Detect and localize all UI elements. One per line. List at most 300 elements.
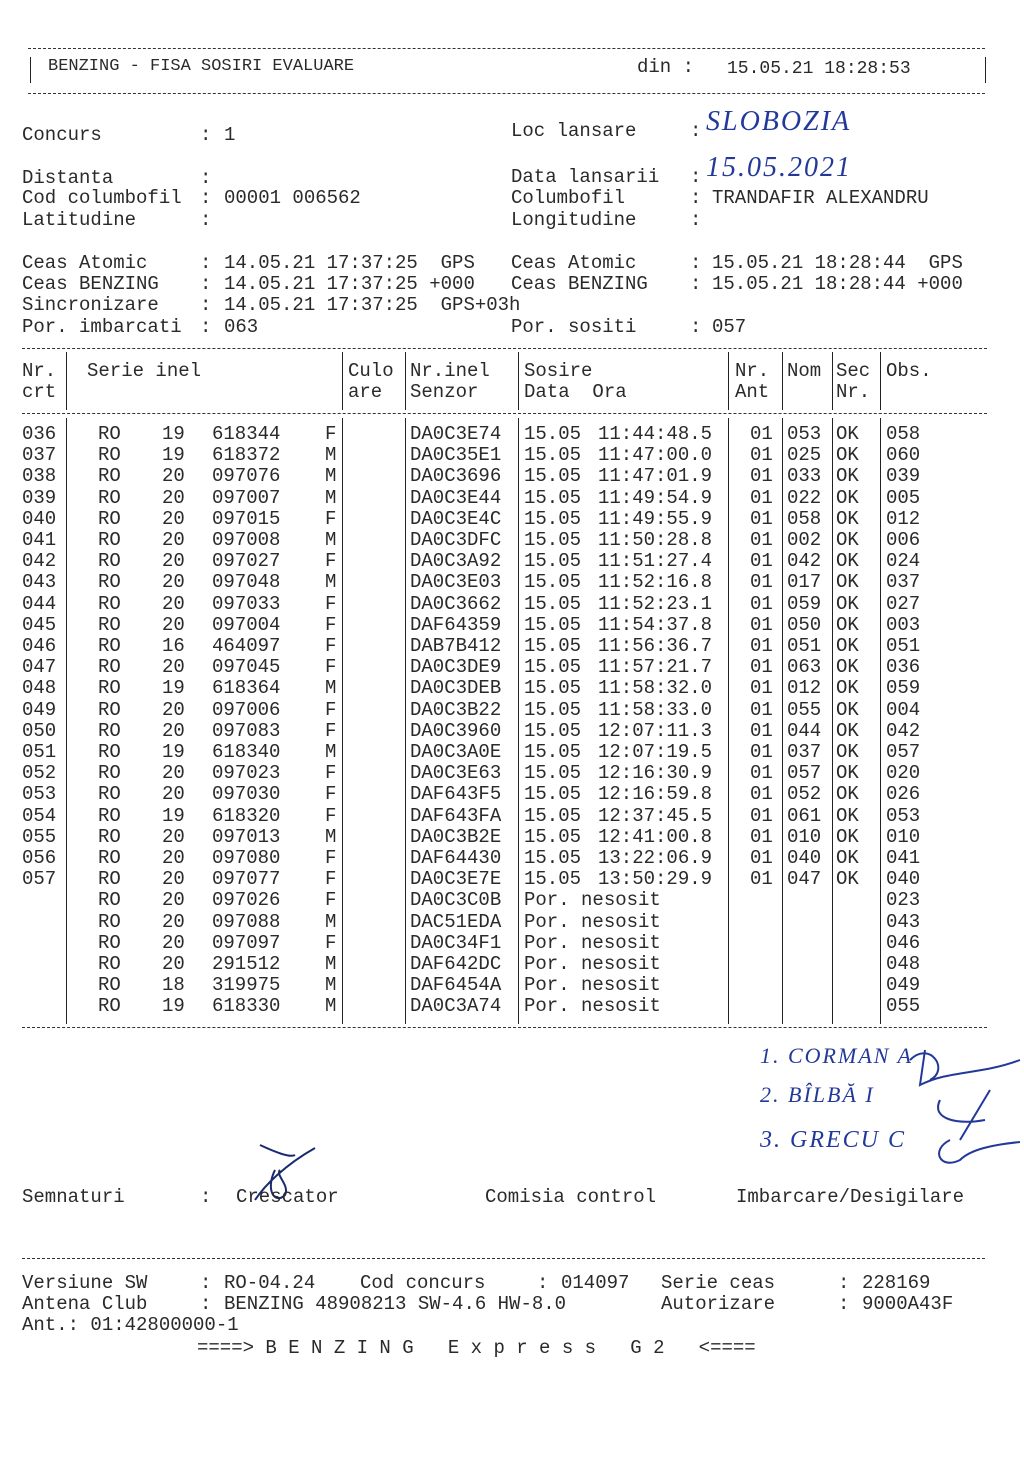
cell-obs: 058: [886, 423, 921, 445]
contest-code-value: 014097: [561, 1272, 630, 1294]
cell-sec: OK: [836, 592, 859, 615]
cell-year: 20: [162, 889, 185, 912]
cell-ring: 097007: [212, 486, 281, 509]
cell-senzor: DA0C3A0E: [410, 741, 502, 763]
cell-ant: 01: [750, 444, 773, 467]
cell-date: 15.05: [524, 444, 582, 467]
commission-signatures: [890, 1030, 1024, 1160]
cell-sex: F: [325, 550, 337, 573]
antenna-id: Ant.: 01:42800000-1: [22, 1314, 239, 1336]
cell-nom: 047: [787, 868, 822, 891]
cell-time: 11:54:37.8: [598, 613, 713, 636]
cell-date: 15.05: [524, 847, 582, 869]
cell-date: 15.05: [524, 592, 582, 615]
cell-country: RO: [98, 825, 121, 848]
info-value: 057: [712, 316, 747, 338]
cell-nr: 051: [22, 741, 57, 763]
cell-nr: 037: [22, 444, 57, 467]
cell-obs: 040: [886, 868, 921, 891]
cell-sec: OK: [836, 571, 859, 594]
column-header-sec: Nr.: [836, 381, 871, 403]
cell-ant: 01: [750, 741, 773, 763]
cell-country: RO: [98, 698, 121, 721]
cell-ant: 01: [750, 719, 773, 742]
info-value: 14.05.21 17:37:25 +000: [224, 273, 475, 295]
colon: :: [537, 1272, 549, 1294]
cell-country: RO: [98, 889, 121, 912]
cell-sec: OK: [836, 507, 859, 530]
cell-nr: 049: [22, 698, 57, 721]
cell-sex: F: [325, 613, 337, 636]
cell-nr: 043: [22, 571, 57, 594]
cell-year: 20: [162, 486, 185, 509]
colon: :: [838, 1293, 850, 1315]
cell-ring: 097076: [212, 465, 281, 488]
cell-country: RO: [98, 423, 121, 445]
cell-sex: F: [325, 423, 337, 445]
cell-senzor: DAC51EDA: [410, 910, 502, 933]
device-banner: ====> B E N Z I N G E x p r e s s G 2 <====: [197, 1337, 756, 1359]
colon: :: [690, 273, 702, 295]
cell-time: 11:52:16.8: [598, 571, 713, 594]
cell-year: 19: [162, 995, 185, 1018]
cell-time: 12:16:59.8: [598, 783, 713, 806]
cell-sex: F: [325, 719, 337, 742]
cell-ant: 01: [750, 423, 773, 445]
column-header-nr: crt: [22, 381, 57, 403]
header-right-border: [985, 57, 986, 83]
cell-nr: 042: [22, 550, 57, 573]
cell-senzor: DA0C3E7E: [410, 868, 502, 891]
cell-country: RO: [98, 868, 121, 891]
cell-senzor: DA0C3E4C: [410, 507, 502, 530]
cell-ring: 464097: [212, 635, 281, 657]
commission-member-1: 1. CORMAN A: [760, 1043, 913, 1068]
cell-time: 11:58:33.0: [598, 698, 713, 721]
info-value: 15.05.21 18:28:44 +000: [712, 273, 963, 295]
column-divider: [782, 418, 783, 1024]
cell-ring: 097097: [212, 931, 281, 954]
cell-senzor: DAF6454A: [410, 974, 502, 997]
column-divider: [880, 352, 881, 410]
cell-obs: 027: [886, 592, 921, 615]
cell-obs: 057: [886, 741, 921, 763]
cell-senzor: DA0C3A92: [410, 550, 502, 573]
cell-date: 15.05: [524, 868, 582, 891]
cell-country: RO: [98, 656, 121, 679]
table-divider: [22, 1027, 987, 1028]
cell-ant: 01: [750, 762, 773, 785]
signatures-colon: :: [200, 1186, 212, 1208]
cell-year: 20: [162, 613, 185, 636]
info-label: Loc lansare: [511, 120, 637, 142]
cell-nom: 025: [787, 444, 822, 467]
cell-obs: 046: [886, 931, 921, 954]
cell-ant: 01: [750, 529, 773, 551]
cell-ant: 01: [750, 592, 773, 615]
column-header-ant: Nr.: [735, 360, 770, 382]
cell-sec: OK: [836, 698, 859, 721]
cell-nom: 017: [787, 571, 822, 594]
cell-date: 15.05: [524, 656, 582, 679]
cell-date: 15.05: [524, 677, 582, 700]
cell-year: 20: [162, 465, 185, 488]
cell-sex: M: [325, 571, 337, 594]
cell-year: 20: [162, 953, 185, 975]
cell-country: RO: [98, 910, 121, 933]
cell-ant: 01: [750, 486, 773, 509]
cell-obs: 006: [886, 529, 921, 551]
cell-obs: 039: [886, 465, 921, 488]
cell-ant: 01: [750, 571, 773, 594]
info-value: 00001 006562: [224, 187, 361, 209]
cell-senzor: DA0C3A74: [410, 995, 502, 1018]
cell-senzor: DAF64359: [410, 613, 502, 636]
cell-nr: 041: [22, 529, 57, 551]
cell-year: 19: [162, 677, 185, 700]
cell-status: Por. nesosit: [524, 974, 661, 997]
cell-senzor: DA0C3E44: [410, 486, 502, 509]
header-left-border: [30, 57, 31, 83]
cell-year: 20: [162, 592, 185, 615]
cell-time: 12:07:11.3: [598, 719, 713, 742]
antenna-value: BENZING 48908213 SW-4.6 HW-8.0: [224, 1293, 567, 1315]
cell-nr: 044: [22, 592, 57, 615]
cell-senzor: DAB7B412: [410, 635, 502, 657]
cell-date: 15.05: [524, 529, 582, 551]
cell-sex: F: [325, 592, 337, 615]
colon: :: [200, 209, 212, 231]
cell-ant: 01: [750, 847, 773, 869]
cell-nr: 045: [22, 613, 57, 636]
info-label: Ceas BENZING: [22, 273, 159, 295]
info-label: Data lansarii: [511, 166, 660, 188]
cell-ring: 097083: [212, 719, 281, 742]
cell-ring: 097027: [212, 550, 281, 573]
cell-ant: 01: [750, 698, 773, 721]
colon: :: [690, 209, 702, 231]
cell-sex: M: [325, 741, 337, 763]
cell-year: 20: [162, 868, 185, 891]
cell-time: 12:37:45.5: [598, 804, 713, 827]
info-value: 063: [224, 316, 259, 338]
colon: :: [200, 252, 212, 274]
colon: :: [200, 1272, 212, 1294]
signature-crescator: Crescator: [236, 1186, 339, 1208]
cell-country: RO: [98, 953, 121, 975]
cell-time: 12:07:19.5: [598, 741, 713, 763]
cell-senzor: DA0C35E1: [410, 444, 502, 467]
cell-country: RO: [98, 486, 121, 509]
cell-ant: 01: [750, 868, 773, 891]
authorization-value: 9000A43F: [862, 1293, 954, 1315]
column-divider: [832, 352, 833, 410]
cell-time: 13:22:06.9: [598, 847, 713, 869]
cell-obs: 041: [886, 847, 921, 869]
colon: :: [200, 124, 212, 146]
info-label: Ceas Atomic: [22, 252, 148, 274]
column-divider: [405, 418, 406, 1024]
cell-obs: 055: [886, 995, 921, 1018]
cell-obs: 012: [886, 507, 921, 530]
cell-obs: 051: [886, 635, 921, 657]
cell-sec: OK: [836, 613, 859, 636]
cell-time: 11:56:36.7: [598, 635, 713, 657]
cell-sex: M: [325, 444, 337, 467]
column-header-senzor: Senzor: [410, 381, 479, 403]
cell-date: 15.05: [524, 550, 582, 573]
cell-ring: 097008: [212, 529, 281, 551]
info-label: Concurs: [22, 124, 102, 146]
version-label: Versiune SW: [22, 1272, 148, 1294]
info-value: 14.05.21 17:37:25 GPS: [224, 252, 475, 274]
cell-date: 15.05: [524, 613, 582, 636]
cell-obs: 059: [886, 677, 921, 700]
cell-nr: 055: [22, 825, 57, 848]
colon: :: [200, 167, 212, 189]
cell-country: RO: [98, 529, 121, 551]
info-label: Columbofil: [511, 187, 626, 209]
cell-time: 11:49:54.9: [598, 486, 713, 509]
column-header-ant: Ant: [735, 381, 770, 403]
colon: :: [200, 294, 212, 316]
column-header-senzor: Nr.inel: [410, 360, 490, 382]
cell-nom: 033: [787, 465, 822, 488]
cell-nom: 052: [787, 783, 822, 806]
cell-year: 20: [162, 698, 185, 721]
column-divider: [782, 352, 783, 410]
cell-ring: 097004: [212, 613, 281, 636]
cell-ring: 097033: [212, 592, 281, 615]
cell-country: RO: [98, 741, 121, 763]
cell-status: Por. nesosit: [524, 931, 661, 954]
signature-imbarcare: Imbarcare/Desigilare: [736, 1186, 965, 1208]
cell-nom: 010: [787, 825, 822, 848]
cell-senzor: DA0C3E03: [410, 571, 502, 594]
cell-time: 13:50:29.9: [598, 868, 713, 891]
cell-sex: F: [325, 635, 337, 657]
cell-ring: 097006: [212, 698, 281, 721]
cell-sex: F: [325, 783, 337, 806]
signature-comisia: Comisia control: [485, 1186, 657, 1208]
cell-nom: 053: [787, 423, 822, 445]
footer-divider: [22, 1258, 985, 1259]
cell-ring: 097088: [212, 910, 281, 933]
cell-nom: 055: [787, 698, 822, 721]
cell-year: 20: [162, 656, 185, 679]
column-header-culoare: are: [348, 381, 383, 403]
cell-nr: 038: [22, 465, 57, 488]
cell-senzor: DAF643FA: [410, 804, 502, 827]
column-divider: [728, 418, 729, 1024]
cell-obs: 023: [886, 889, 921, 912]
cell-senzor: DAF643F5: [410, 783, 502, 806]
column-header-culoare: Culo: [348, 360, 394, 382]
cell-country: RO: [98, 444, 121, 467]
colon: :: [690, 187, 702, 209]
colon: :: [200, 1293, 212, 1315]
cell-sec: OK: [836, 465, 859, 488]
cell-ant: 01: [750, 677, 773, 700]
cell-sex: M: [325, 995, 337, 1018]
clock-serial-value: 228169: [862, 1272, 931, 1294]
cell-status: Por. nesosit: [524, 995, 661, 1018]
cell-nom: 061: [787, 804, 822, 827]
handwritten-value: 15.05.2021: [706, 152, 852, 183]
cell-nom: 050: [787, 613, 822, 636]
version-value: RO-04.24: [224, 1272, 316, 1294]
cell-senzor: DA0C3DE9: [410, 656, 502, 679]
cell-country: RO: [98, 465, 121, 488]
cell-nr: 054: [22, 804, 57, 827]
antenna-label: Antena Club: [22, 1293, 148, 1315]
column-header-serie: Serie inel: [87, 360, 202, 382]
cell-sec: OK: [836, 550, 859, 573]
cell-ring: 618330: [212, 995, 281, 1018]
commission-member-3: 3. GRECU C: [760, 1127, 906, 1153]
cell-sex: F: [325, 868, 337, 891]
cell-sec: OK: [836, 847, 859, 869]
cell-nom: 044: [787, 719, 822, 742]
colon: :: [690, 120, 702, 142]
cell-ring: 097077: [212, 868, 281, 891]
column-header-nom: Nom: [787, 360, 822, 382]
cell-nom: 058: [787, 507, 822, 530]
cell-ant: 01: [750, 656, 773, 679]
cell-year: 20: [162, 847, 185, 869]
cell-sec: OK: [836, 825, 859, 848]
cell-ring: 097080: [212, 847, 281, 869]
cell-sex: F: [325, 931, 337, 954]
info-value: 14.05.21 17:37:25 GPS+03h: [224, 294, 521, 316]
cell-nom: 059: [787, 592, 822, 615]
header-bottom-border: [28, 93, 985, 94]
cell-time: 11:52:23.1: [598, 592, 713, 615]
cell-ant: 01: [750, 783, 773, 806]
cell-senzor: DA0C3E74: [410, 423, 502, 445]
cell-senzor: DA0C3DEB: [410, 677, 502, 700]
cell-year: 20: [162, 910, 185, 933]
cell-ring: 097023: [212, 762, 281, 785]
document-title: BENZING - FISA SOSIRI EVALUARE: [48, 57, 355, 76]
cell-status: Por. nesosit: [524, 910, 661, 933]
cell-senzor: DA0C3DFC: [410, 529, 502, 551]
cell-nr: 053: [22, 783, 57, 806]
cell-sec: OK: [836, 804, 859, 827]
contest-code-label: Cod concurs: [360, 1272, 486, 1294]
cell-date: 15.05: [524, 698, 582, 721]
cell-sex: M: [325, 529, 337, 551]
cell-country: RO: [98, 550, 121, 573]
cell-sex: M: [325, 486, 337, 509]
cell-sec: OK: [836, 486, 859, 509]
cell-country: RO: [98, 592, 121, 615]
cell-sec: OK: [836, 635, 859, 657]
cell-nom: 037: [787, 741, 822, 763]
cell-country: RO: [98, 783, 121, 806]
info-label: Latitudine: [22, 209, 137, 231]
colon: :: [200, 316, 212, 338]
cell-year: 20: [162, 762, 185, 785]
cell-status: Por. nesosit: [524, 953, 661, 975]
column-divider: [342, 418, 343, 1024]
cell-ring: 097015: [212, 507, 281, 530]
signatures-label: Semnaturi: [22, 1186, 125, 1208]
cell-time: 11:58:32.0: [598, 677, 713, 700]
cell-obs: 004: [886, 698, 921, 721]
cell-country: RO: [98, 677, 121, 700]
cell-senzor: DAF642DC: [410, 953, 502, 975]
cell-country: RO: [98, 635, 121, 657]
cell-obs: 020: [886, 762, 921, 785]
cell-year: 19: [162, 444, 185, 467]
cell-senzor: DA0C3960: [410, 719, 502, 742]
cell-date: 15.05: [524, 507, 582, 530]
cell-obs: 053: [886, 804, 921, 827]
cell-country: RO: [98, 995, 121, 1018]
cell-ring: 618364: [212, 677, 281, 700]
cell-date: 15.05: [524, 465, 582, 488]
cell-obs: 036: [886, 656, 921, 679]
cell-date: 15.05: [524, 635, 582, 657]
authorization-label: Autorizare: [661, 1293, 776, 1315]
cell-ring: 618320: [212, 804, 281, 827]
cell-ant: 01: [750, 465, 773, 488]
cell-ant: 01: [750, 804, 773, 827]
cell-nr: 036: [22, 423, 57, 445]
cell-country: RO: [98, 613, 121, 636]
info-label: Ceas Atomic: [511, 252, 637, 274]
cell-sec: OK: [836, 783, 859, 806]
column-header-sec: Sec: [836, 360, 871, 382]
cell-sex: F: [325, 656, 337, 679]
column-divider: [880, 418, 881, 1024]
cell-obs: 005: [886, 486, 921, 509]
column-divider: [405, 352, 406, 410]
cell-nom: 057: [787, 762, 822, 785]
cell-ring: 618344: [212, 423, 281, 445]
info-label: Por. sositi: [511, 316, 637, 338]
cell-country: RO: [98, 507, 121, 530]
cell-obs: 010: [886, 825, 921, 848]
cell-ring: 097030: [212, 783, 281, 806]
cell-year: 20: [162, 571, 185, 594]
print-date-label: din :: [637, 56, 695, 78]
cell-time: 11:47:01.9: [598, 465, 713, 488]
info-label: Longitudine: [511, 209, 637, 231]
cell-ring: 097013: [212, 825, 281, 848]
cell-country: RO: [98, 847, 121, 869]
cell-year: 20: [162, 931, 185, 954]
print-date-value: 15.05.21 18:28:53: [727, 59, 911, 79]
cell-year: 19: [162, 741, 185, 763]
cell-country: RO: [98, 762, 121, 785]
header-top-border: [28, 48, 985, 49]
cell-date: 15.05: [524, 741, 582, 763]
info-value: TRANDAFIR ALEXANDRU: [712, 187, 929, 209]
info-value: 15.05.21 18:28:44 GPS: [712, 252, 963, 274]
column-divider: [832, 418, 833, 1024]
cell-nom: 063: [787, 656, 822, 679]
cell-ant: 01: [750, 635, 773, 657]
cell-senzor: DA0C3662: [410, 592, 502, 615]
column-divider: [342, 352, 343, 410]
colon: :: [690, 166, 702, 188]
column-divider: [66, 418, 67, 1024]
cell-ant: 01: [750, 825, 773, 848]
cell-country: RO: [98, 804, 121, 827]
column-header-sosire: Sosire: [524, 360, 593, 382]
